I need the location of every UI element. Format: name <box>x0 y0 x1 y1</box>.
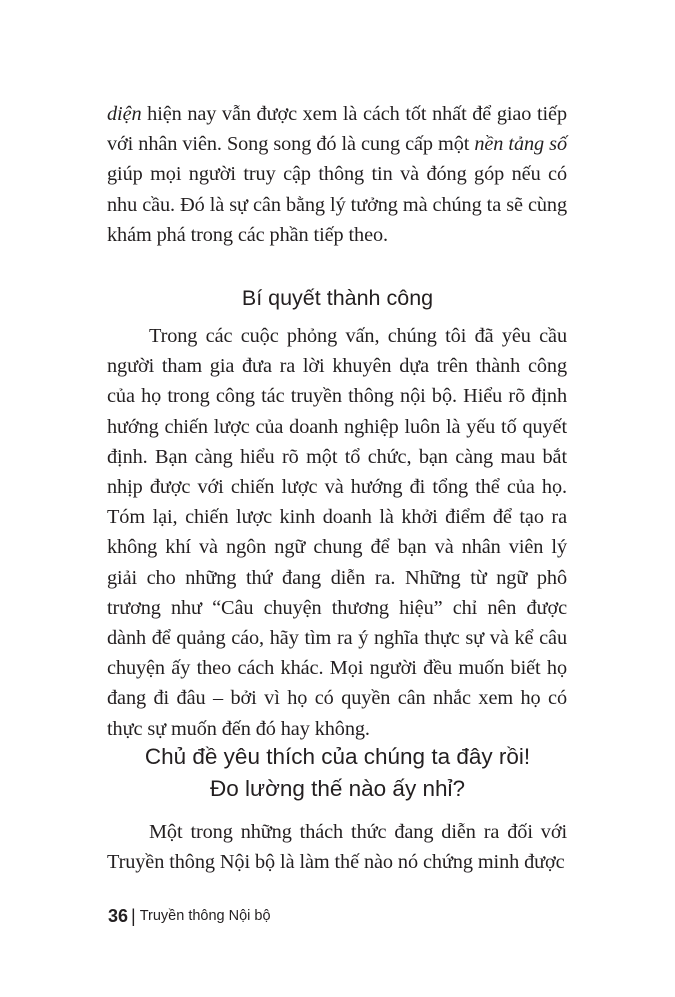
footer-separator: | <box>131 905 136 926</box>
italic-term-nen-tang-so: nền tảng số <box>474 133 567 156</box>
italic-term-dien: diện <box>107 103 142 125</box>
page-number: 36 <box>108 905 129 926</box>
paragraph-bi-quyet: Trong các cuộc phỏng vấn, chúng tôi đã yêu cầu người tham gia đưa ra lời khuyên dựa trên thành công của họ trong công tác truyền thông nội bộ. Hiểu rõ định hướng chiến lược của doanh nghiệp luôn là yếu tố quyết định. Bạn càng hiểu rõ một tổ chức, bạn càng mau bắt nhịp được với chiến lược và hướng đi tổng thể của họ. Tóm lại, chiến lược kinh doanh là khởi điểm để tạo ra không khí và ngôn ngữ chung để bạn và nhân viên lý giải cho những thứ đang diễn ra. Những từ ngữ phô trương như “Câu chuyện thương hiệu” chỉ nên được dành để quảng cáo, hãy tìm ra ý nghĩa thực sự và kể câu chuyện ấy theo cách khác. Mọi người đều muốn biết họ đang đi đâu – bởi vì họ có quyền cân nhắc xem họ có thực sự muốn đến đó hay không. <box>107 325 567 740</box>
section-heading-bi-quyet: Bí quyết thành công <box>241 286 434 310</box>
running-title: Truyền thông Nội bộ <box>139 908 271 924</box>
paragraph-text: hiện nay vẫn được xem là cách tốt nhất để giao tiếp với nhân viên. Song song đó là cung cấp một <box>107 103 567 156</box>
heading-line-2: Đo lường thế nào ấy nhỉ? <box>210 776 465 801</box>
paragraph-do-luong: Một trong những thách thức đang diễn ra đối với Truyền thông Nội bộ là làm thế nào nó chứng minh được <box>107 821 567 874</box>
page-footer <box>108 904 271 928</box>
paragraph-continued <box>107 99 567 250</box>
heading-line-1: Chủ đề yêu thích của chúng ta đây rồi! <box>144 744 531 769</box>
section-heading-do-luong <box>90 741 585 805</box>
paragraph-text: giúp mọi người truy cập thông tin và đóng góp nếu có nhu cầu. Đó là sự cân bằng lý tưởng mà chúng ta sẽ cùng khám phá trong các phần tiếp theo. <box>107 163 567 246</box>
